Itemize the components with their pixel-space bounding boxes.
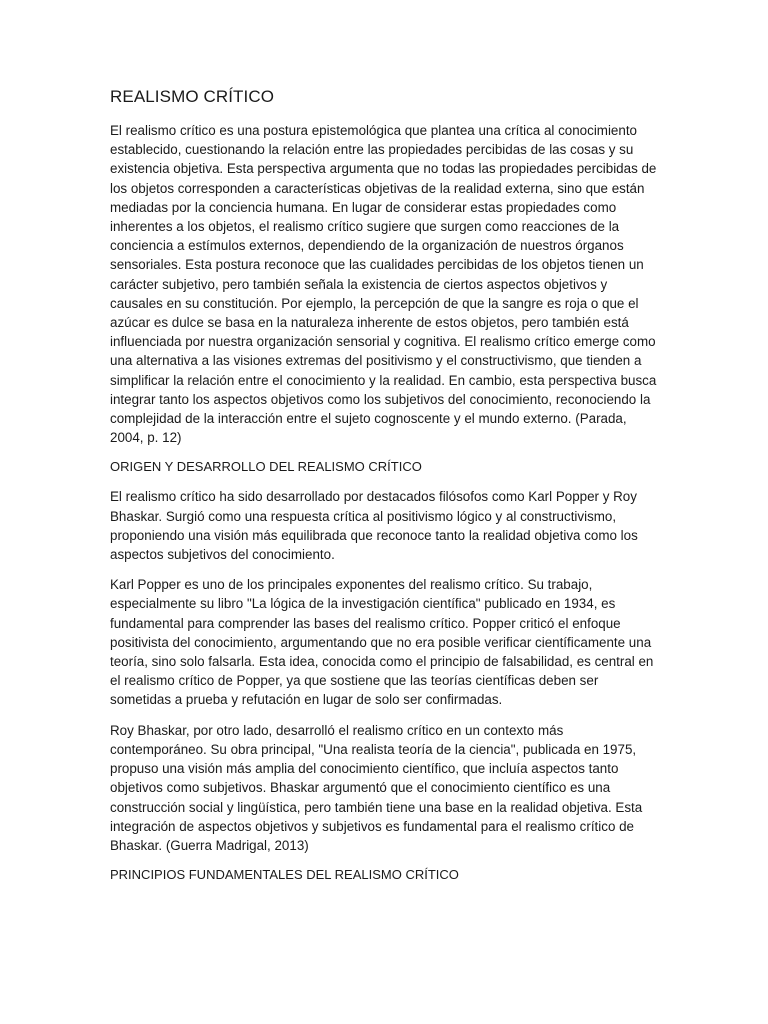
section-heading-principles: PRINCIPIOS FUNDAMENTALES DEL REALISMO CRÍTICO: [110, 867, 459, 883]
document-title: REALISMO CRÍTICO: [110, 87, 275, 106]
intro-paragraph: El realismo crítico es una postura epistemológica que plantea una crítica al conocimiento establecido, cuestionando la relación entre las propiedades percibidas de las cosas y su existencia objetiva. Esta perspectiva argumenta que no todas las propiedades percibidas de los objetos corresponden a características objetivas de la realidad externa, sino que están mediadas por la conciencia humana. En lugar de considerar estas propiedades como inherentes a los objetos, el realismo crítico sugiere que surgen como reacciones de la conciencia a estímulos externos, dependiendo de la organización de nuestros órganos sensoriales. Esta postura reconoce que las cualidades percibidas de los objetos tienen un carácter subjetivo, pero también señala la existencia de ciertos aspectos objetivos y causales en su constitución. Por ejemplo, la percepción de que la sangre es roja o que el azúcar es dulce se basa en la naturaleza inherente de estos objetos, pero también está influenciada por nuestra organización sensorial y cognitiva. El realismo crítico emerge como una alternativa a las visiones extremas del positivismo y el constructivismo, que tienden a simplificar la relación entre el conocimiento y la realidad. En cambio, esta perspectiva busca integrar tanto los aspectos objetivos como los subjetivos del conocimiento, reconociendo la complejidad de la interacción entre el sujeto cognoscente y el mundo externo. (Parada, 2004, p. 12): [110, 123, 657, 446]
section-heading-origin: ORIGEN Y DESARROLLO DEL REALISMO CRÍTICO: [110, 459, 422, 475]
origin-paragraph: El realismo crítico ha sido desarrollado por destacados filósofos como Karl Popper y Roy Bhaskar. Surgió como una respuesta crítica al positivismo lógico y al constructivismo, proponiendo una visión más equilibrada que reconoce tanto la realidad objetiva como los aspectos subjetivos del conocimiento.: [110, 489, 638, 563]
bhaskar-paragraph: Roy Bhaskar, por otro lado, desarrolló el realismo crítico en un contexto más contemporáneo. Su obra principal, "Una realista teoría de la ciencia", publicada en 1975, propuso una visión más amplia del conocimiento científico, que incluía aspectos tanto objetivos como subjetivos. Bhaskar argumentó que el conocimiento científico es una construcción social y lingüística, pero también tiene una base en la realidad objetiva. Esta integración de aspectos objetivos y subjetivos es fundamental para el realismo crítico de Bhaskar. (Guerra Madrigal, 2013): [110, 722, 643, 853]
document-page: [110, 86, 662, 895]
popper-paragraph: Karl Popper es uno de los principales exponentes del realismo crítico. Su trabajo, especialmente su libro "La lógica de la investigación científica" publicado en 1934, es fundamental para comprender las bases del realismo crítico. Popper criticó el enfoque positivista del conocimiento, argumentando que no era posible verificar científicamente una teoría, sino solo falsarla. Esta idea, conocida como el principio de falsabilidad, es central en el realismo crítico de Popper, ya que sostiene que las teorías científicas deben ser sometidas a prueba y refutación en lugar de solo ser confirmadas.: [110, 577, 654, 708]
